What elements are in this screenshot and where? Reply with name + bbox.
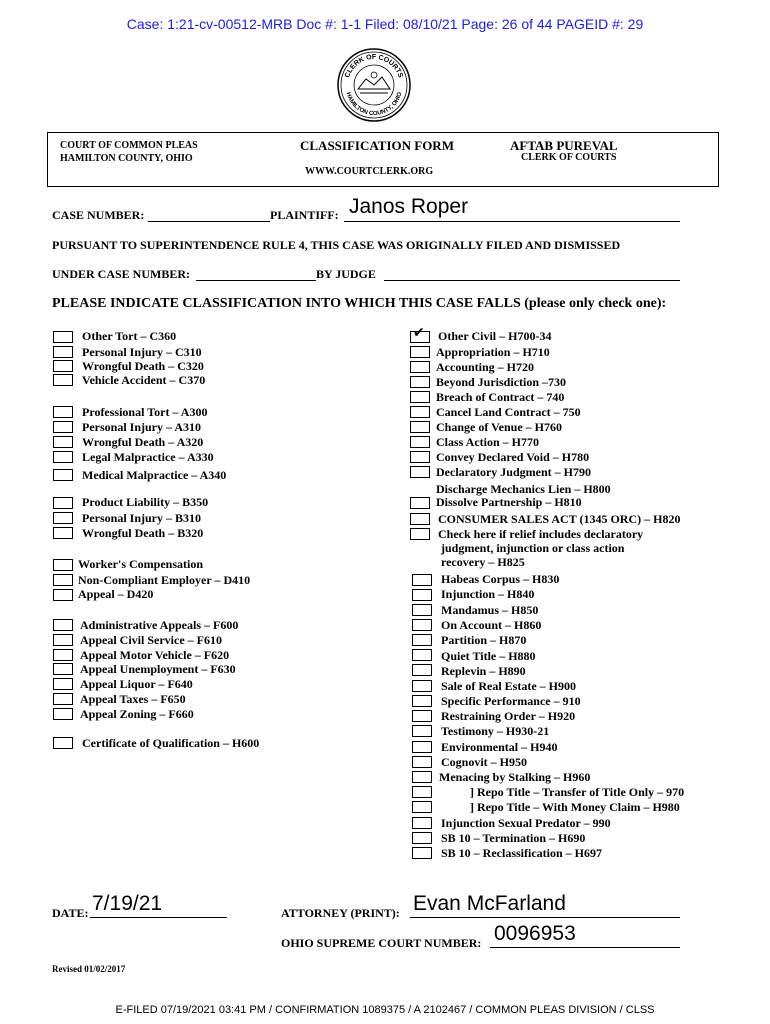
instruction-heading: PLEASE INDICATE CLASSIFICATION INTO WHICH THIS CASE FALLS (please only check one):	[52, 296, 667, 311]
checkbox-f650[interactable]	[53, 693, 73, 705]
plaintiff-field[interactable]	[344, 221, 680, 222]
option-b350: Product Liability – B350	[82, 495, 209, 509]
under-case-number-field[interactable]	[196, 280, 316, 281]
option-h890: Replevin – H890	[441, 664, 526, 678]
date-label: DATE:	[52, 906, 89, 920]
checkbox-h860[interactable]	[412, 619, 432, 631]
option-h770: Class Action – H770	[436, 435, 540, 449]
option-h940: Environmental – H940	[441, 740, 558, 754]
clerk-name: AFTAB PUREVAL	[510, 138, 618, 153]
option-h830: Habeas Corpus – H830	[441, 572, 560, 586]
option-workers-comp: Worker's Compensation	[78, 557, 204, 571]
checkbox-workers-comp[interactable]	[53, 559, 73, 571]
checkbox-740[interactable]	[410, 391, 430, 403]
checkbox-d420[interactable]	[53, 589, 73, 601]
checkbox-f610[interactable]	[53, 634, 73, 646]
plaintiff-label: PLAINTIFF:	[270, 208, 339, 222]
checkbox-f660[interactable]	[53, 708, 73, 720]
supreme-court-number-field[interactable]	[490, 947, 680, 948]
form-title: CLASSIFICATION FORM	[300, 138, 454, 153]
option-f600: Administrative Appeals – F600	[80, 618, 239, 632]
attorney-value: Evan McFarland	[413, 892, 566, 915]
option-a300: Professional Tort – A300	[82, 405, 208, 419]
option-h950: Cognovit – H950	[441, 755, 528, 769]
checkmark-icon: ✔	[413, 325, 425, 341]
checkbox-h600[interactable]	[53, 737, 73, 749]
checkbox-h825[interactable]	[410, 528, 430, 540]
court-name-line2: HAMILTON COUNTY, OHIO	[60, 153, 193, 164]
checkbox-h870[interactable]	[412, 634, 432, 646]
option-c310: Personal Injury – C310	[82, 345, 202, 359]
option-h600: Certificate of Qualification – H600	[82, 736, 260, 750]
date-value: 7/19/21	[92, 892, 163, 915]
checkbox-h960[interactable]	[412, 771, 432, 783]
option-h880: Quiet Title – H880	[441, 649, 536, 663]
option-h800: Discharge Mechanics Lien – H800	[436, 482, 611, 496]
option-f660: Appeal Zoning – F660	[80, 707, 194, 721]
checkbox-990[interactable]	[412, 817, 432, 829]
judge-field[interactable]	[384, 280, 680, 281]
checkbox-b350[interactable]	[53, 497, 73, 509]
checkbox-d410[interactable]	[53, 574, 73, 586]
option-750: Cancel Land Contract – 750	[436, 405, 581, 419]
checkbox-h830[interactable]	[412, 574, 432, 586]
option-f640: Appeal Liquor – F640	[80, 677, 193, 691]
under-case-number-label: UNDER CASE NUMBER:	[52, 267, 191, 281]
checkbox-a310[interactable]	[53, 421, 73, 433]
plaintiff-value: Janos Roper	[349, 195, 469, 218]
svg-text:CLERK OF COURTS	[344, 54, 404, 79]
clerk-title: CLERK OF COURTS	[521, 152, 617, 163]
checkbox-b310[interactable]	[53, 512, 73, 524]
checkbox-h920[interactable]	[412, 710, 432, 722]
option-c320: Wrongful Death – C320	[82, 359, 204, 373]
checkbox-a330[interactable]	[53, 451, 73, 463]
option-h870: Partition – H870	[441, 633, 527, 647]
checkbox-h790[interactable]	[410, 466, 430, 478]
efile-footer: E-FILED 07/19/2021 03:41 PM / CONFIRMATION 1089375 / A 2102467 / COMMON PLEAS DIVISION / CLSS	[115, 1004, 655, 1016]
option-970: ] Repo Title – Transfer of Title Only – 970	[470, 785, 685, 799]
option-c370: Vehicle Accident – C370	[82, 373, 206, 387]
attorney-field[interactable]	[410, 917, 680, 918]
option-h840: Injunction – H840	[441, 587, 535, 601]
option-h825-line2: judgment, injunction or class action	[441, 541, 625, 555]
checkbox-f630[interactable]	[53, 663, 73, 675]
option-b310: Personal Injury – B310	[82, 511, 202, 525]
checkbox-h890[interactable]	[412, 664, 432, 676]
option-c360: Other Tort – C360	[82, 329, 177, 343]
option-h697: SB 10 – Reclassification – H697	[441, 846, 602, 860]
checkbox-f640[interactable]	[53, 678, 73, 690]
checkbox-h720[interactable]	[410, 361, 430, 373]
option-a310: Personal Injury – A310	[82, 420, 202, 434]
pursuant-text: PURSUANT TO SUPERINTENDENCE RULE 4, THIS CASE WAS ORIGINALLY FILED AND DISMISSED	[52, 238, 621, 252]
option-f610: Appeal Civil Service – F610	[80, 633, 222, 647]
checkbox-h820[interactable]	[410, 513, 430, 525]
option-a330: Legal Malpractice – A330	[82, 450, 214, 464]
court-name-line1: COURT OF COMMON PLEAS	[60, 140, 198, 151]
checkbox-c370[interactable]	[53, 374, 73, 386]
option-a320: Wrongful Death – A320	[82, 435, 204, 449]
checkbox-f620[interactable]	[53, 649, 73, 661]
option-f650: Appeal Taxes – F650	[80, 692, 186, 706]
option-h760: Change of Venue – H760	[436, 420, 563, 434]
checkbox-h900[interactable]	[412, 680, 432, 692]
option-h900: Sale of Real Estate – H900	[441, 679, 576, 693]
checkbox-h780[interactable]	[410, 451, 430, 463]
checkbox-c310[interactable]	[53, 346, 73, 358]
option-b320: Wrongful Death – B320	[82, 526, 204, 540]
checkbox-h880[interactable]	[412, 649, 432, 661]
seal-text-bottom: HAMILTON COUNTY, OHIO	[344, 91, 404, 118]
checkbox-750[interactable]	[410, 406, 430, 418]
checkbox-h760[interactable]	[410, 421, 430, 433]
checkbox-h840[interactable]	[412, 589, 432, 601]
date-field[interactable]	[90, 917, 227, 918]
checkbox-a340[interactable]	[53, 469, 73, 481]
supreme-court-number-value: 0096953	[494, 922, 576, 945]
option-d420: Appeal – D420	[78, 587, 154, 601]
case-number-field[interactable]	[148, 221, 270, 222]
option-f620: Appeal Motor Vehicle – F620	[80, 648, 230, 662]
svg-text:HAMILTON COUNTY, OHIO	[345, 91, 404, 117]
checkbox-a320[interactable]	[53, 436, 73, 448]
checkbox-c320[interactable]	[53, 360, 73, 372]
option-h710: Appropriation – H710	[436, 345, 550, 359]
option-h920: Restraining Order – H920	[441, 709, 576, 723]
checkbox-h710[interactable]	[410, 346, 430, 358]
option-h825-line3: recovery – H825	[441, 555, 525, 569]
option-a340: Medical Malpractice – A340	[82, 468, 227, 482]
option-h690: SB 10 – Termination – H690	[441, 831, 586, 845]
option-d410: Non-Compliant Employer – D410	[78, 573, 251, 587]
checkbox-f600[interactable]	[53, 619, 73, 631]
option-910: Specific Performance – 910	[441, 694, 581, 708]
option-740: Breach of Contract – 740	[436, 390, 565, 404]
option-h960: Menacing by Stalking – H960	[439, 770, 591, 784]
option-h810: Dissolve Partnership – H810	[436, 495, 582, 509]
option-990: Injunction Sexual Predator – 990	[441, 816, 611, 830]
checkbox-730[interactable]	[410, 376, 430, 388]
option-h820: CONSUMER SALES ACT (1345 ORC) – H820	[438, 512, 681, 526]
option-f630: Appeal Unemployment – F630	[80, 662, 236, 676]
case-number-label: CASE NUMBER:	[52, 208, 145, 222]
checkbox-h930[interactable]	[412, 725, 432, 737]
option-h930: Testimony – H930-21	[441, 724, 550, 738]
seal-text-top: CLERK OF COURTS	[344, 54, 404, 79]
option-h860: On Account – H860	[441, 618, 542, 632]
option-730: Beyond Jurisdiction –730	[436, 375, 567, 389]
judge-label: BY JUDGE	[316, 267, 376, 281]
checkbox-910[interactable]	[412, 695, 432, 707]
checkbox-h690[interactable]	[412, 832, 432, 844]
checkbox-h950[interactable]	[412, 756, 432, 768]
case-stamp: Case: 1:21-cv-00512-MRB Doc #: 1-1 Filed: 08/10/21 Page: 26 of 44 PAGEID #: 29	[126, 16, 644, 32]
checkbox-h697[interactable]	[412, 847, 432, 859]
checkbox-h850[interactable]	[412, 604, 432, 616]
revised-date: Revised 01/02/2017	[52, 964, 126, 974]
supreme-court-number-label: OHIO SUPREME COURT NUMBER:	[281, 936, 482, 950]
option-h850: Mandamus – H850	[441, 603, 539, 617]
attorney-label: ATTORNEY (PRINT):	[281, 906, 400, 920]
option-h790: Declaratory Judgment – H790	[436, 465, 591, 479]
checkbox-h810[interactable]	[410, 497, 430, 509]
option-h720: Accounting – H720	[436, 360, 535, 374]
option-h980: ] Repo Title – With Money Claim – H980	[470, 800, 680, 814]
option-h780: Convey Declared Void – H780	[436, 450, 590, 464]
checkbox-h770[interactable]	[410, 436, 430, 448]
checkbox-a300[interactable]	[53, 406, 73, 418]
option-h825-line1: Check here if relief includes declaratory	[438, 527, 644, 541]
checkbox-h940[interactable]	[412, 741, 432, 753]
checkbox-b320[interactable]	[53, 527, 73, 539]
checkbox-c360[interactable]	[53, 331, 73, 343]
option-h700: Other Civil – H700-34	[438, 329, 552, 343]
court-website: WWW.COURTCLERK.ORG	[305, 166, 434, 177]
checkbox-h980[interactable]	[412, 801, 432, 813]
checkbox-970[interactable]	[412, 786, 432, 798]
clerk-seal-icon	[336, 47, 412, 123]
